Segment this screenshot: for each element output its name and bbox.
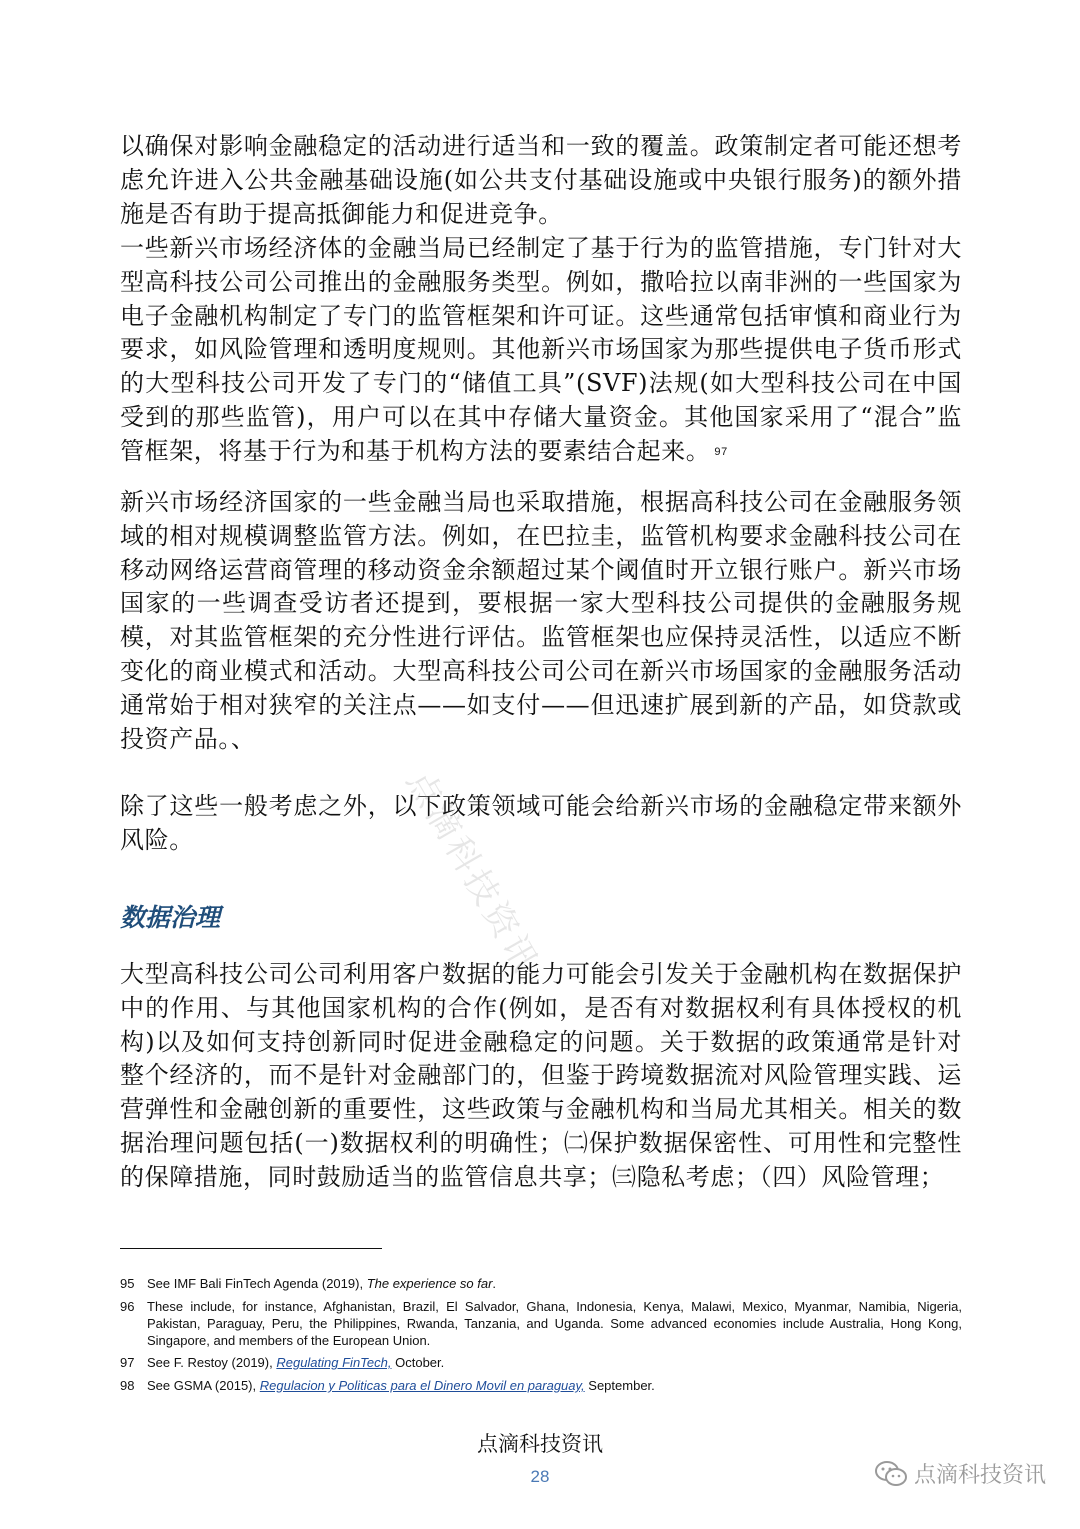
paragraph-3: 新兴市场经济国家的一些金融当局也采取措施，根据高科技公司在金融服务领域的相对规模调整监管方法。例如，在巴拉圭，监管机构要求金融科技公司在移动网络运营商管理的移动资金余额超过某个阈值时开立银行账户。新兴市场国家的一些调查受访者还提到，要根据一家大型科技公司提供的金融服务规模，对其监管框架的充分性进行评估。监管框架也应保持灵活性，以适应不断变化的商业模式和活动。大型高科技公司公司在新兴市场国家的金融服务活动通常始于相对狭窄的关注点——如支付——但迅速扩展到新的产品，如贷款或投资产品。、 — [120, 488, 962, 753]
wechat-icon — [874, 1460, 908, 1488]
footnote-tail: October. — [391, 1355, 445, 1370]
footnote-link[interactable]: Regulating FinTech, — [276, 1355, 392, 1370]
footnote-lead: See F. Restoy (2019), — [147, 1355, 277, 1370]
footnote-lead: See IMF Bali FinTech Agenda (2019), — [147, 1276, 367, 1291]
footnote-number: 95 — [120, 1276, 135, 1291]
section-heading: 数据治理 — [120, 903, 221, 932]
footnote-95 — [120, 1275, 962, 1292]
footnote-text: These include, for instance, Afghanistan, Brazil, El Salvador, Ghana, Indonesia, Kenya, Malawi, Mexico, Myanmar, Namibia, Nigeria, Pakistan, Paraguay, Peru, the Philippines, Rwanda, Tanzania, and Uganda. Some advanced economies include Australia, Hong Kong, Singapore, and members of the European Union. — [147, 1299, 962, 1348]
footnote-97 — [120, 1354, 962, 1371]
footnote-ref-97[interactable]: 97 — [714, 445, 728, 458]
footnote-tail: . — [492, 1276, 497, 1291]
footnote-lead: See GSMA (2015), — [147, 1378, 260, 1393]
wechat-account-label: 点滴科技资讯 — [913, 1463, 1046, 1488]
paragraph-4: 除了这些一般考虑之外，以下政策领域可能会给新兴市场的金融稳定带来额外风险。 — [120, 792, 962, 854]
watermark: 点滴科技资讯 — [398, 764, 548, 982]
paragraph-2 — [120, 232, 962, 470]
paragraph-2-text: 一些新兴市场经济体的金融当局已经制定了基于行为的监管措施，专门针对大型高科技公司公司推出的金融服务类型。例如，撒哈拉以南非洲的一些国家为电子金融机构制定了专门的监管框架和许可证。这些通常包括审慎和商业行为要求，如风险管理和透明度规则。其他新兴市场国家为那些提供电子货币形式的大型科技公司开发了专门的“储值工具”(SVF)法规(如大型科技公司在中国受到的那些监管)，用户可以在其中存储大量资金。其他国家采用了“混合”监管框架，将基于行为和基于机构方法的要素结合起来。 — [120, 234, 962, 465]
footnote-96 — [120, 1298, 962, 1349]
page-number: 28 — [530, 1467, 550, 1486]
footnote-text — [147, 1377, 962, 1394]
wechat-watermark — [874, 1458, 1046, 1489]
footnote-title: The experience so far — [366, 1276, 493, 1291]
footnote-link[interactable]: Regulacion y Politicas para el Dinero Movil en paraguay, — [259, 1378, 585, 1393]
paragraph-5: 大型高科技公司公司利用客户数据的能力可能会引发关于金融机构在数据保护中的作用、与其他国家机构的合作(例如，是否有对数据权利有具体授权的机构)以及如何支持创新同时促进金融稳定的问题。关于数据的政策通常是针对整个经济的，而不是针对金融部门的，但鉴于跨境数据流对风险管理实践、运营弹性和金融创新的重要性，这些政策与金融机构和当局尤其相关。相关的数据治理问题包括(一)数据权利的明确性；㈡保护数据保密性、可用性和完整性的保障措施，同时鼓励适当的监管信息共享；㈢隐私考虑；（四）风险管理； — [120, 960, 962, 1191]
footnote-98 — [120, 1377, 962, 1394]
paragraph-1: 以确保对影响金融稳定的活动进行适当和一致的覆盖。政策制定者可能还想考虑允许进入公共金融基础设施(如公共支付基础设施或中央银行服务)的额外措施是否有助于提高抵御能力和促进竞争。 — [120, 132, 962, 228]
footnote-text — [147, 1275, 962, 1292]
footnote-number: 97 — [120, 1355, 135, 1370]
footnote-tail: September. — [584, 1378, 655, 1393]
footnote-number: 98 — [120, 1378, 135, 1393]
footnote-divider — [120, 1248, 382, 1249]
footer-title: 点滴科技资讯 — [477, 1432, 603, 1456]
footnote-text — [147, 1354, 962, 1371]
footnote-number: 96 — [120, 1299, 135, 1314]
